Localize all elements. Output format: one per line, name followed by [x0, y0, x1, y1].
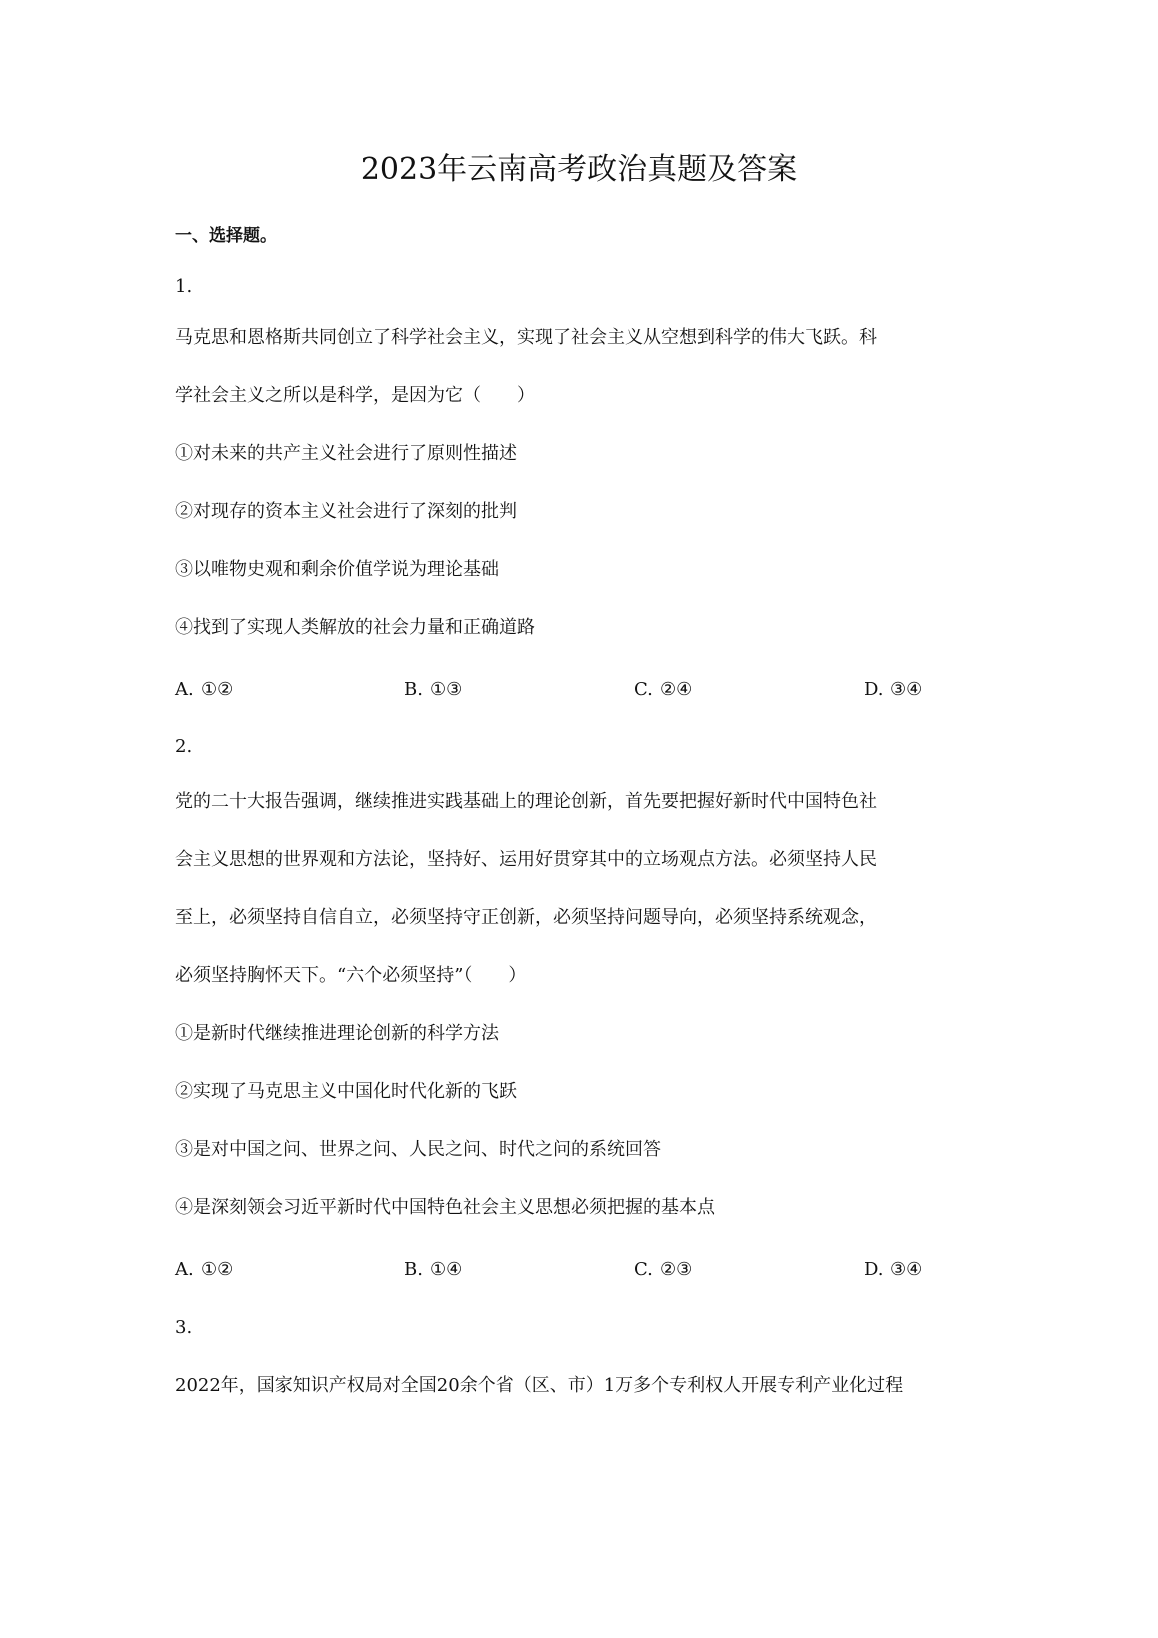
- option-text: ①②: [201, 1259, 234, 1280]
- option-letter: D.: [864, 1259, 884, 1280]
- option-letter: A.: [175, 1259, 194, 1280]
- question-2-statement-3: ③是对中国之问、世界之问、人民之问、时代之问的系统回答: [175, 1139, 661, 1160]
- question-1-option-c: [634, 676, 692, 704]
- option-text: ①②: [201, 679, 234, 700]
- question-2-option-a: [175, 1256, 233, 1284]
- question-2-stem-line-4: 必须坚持胸怀天下。“六个必须坚持”（ ）: [175, 965, 527, 986]
- option-text: ②③: [660, 1259, 693, 1280]
- option-text: ①④: [430, 1259, 463, 1280]
- option-text: ①③: [430, 679, 463, 700]
- option-text: ②④: [660, 679, 693, 700]
- option-letter: B.: [404, 679, 423, 700]
- question-1-option-b: [404, 676, 462, 704]
- question-1-option-d: [864, 676, 922, 704]
- page-title: 2023年云南高考政治真题及答案: [360, 152, 798, 187]
- option-letter: C.: [634, 679, 653, 700]
- option-letter: D.: [864, 679, 884, 700]
- question-2-statement-4: ④是深刻领会习近平新时代中国特色社会主义思想必须把握的基本点: [175, 1197, 715, 1218]
- option-letter: B.: [404, 1259, 423, 1280]
- option-letter: A.: [175, 679, 194, 700]
- question-1-number: 1.: [175, 276, 193, 297]
- question-3-number: 3.: [175, 1317, 193, 1338]
- question-1-statement-4: ④找到了实现人类解放的社会力量和正确道路: [175, 617, 535, 638]
- question-2-stem-line-1: 党的二十大报告强调，继续推进实践基础上的理论创新，首先要把握好新时代中国特色社: [175, 791, 877, 812]
- question-2-stem-line-3: 至上，必须坚持自信自立，必须坚持守正创新，必须坚持问题导向，必须坚持系统观念，: [175, 907, 877, 928]
- section-heading: 一、选择题。: [175, 226, 277, 246]
- option-text: ③④: [890, 679, 923, 700]
- option-letter: C.: [634, 1259, 653, 1280]
- question-2-statement-1: ①是新时代继续推进理论创新的科学方法: [175, 1023, 499, 1044]
- question-1-stem-line-1: 马克思和恩格斯共同创立了科学社会主义，实现了社会主义从空想到科学的伟大飞跃。科: [175, 327, 877, 348]
- question-2-option-d: [864, 1256, 922, 1284]
- question-2-stem-line-2: 会主义思想的世界观和方法论，坚持好、运用好贯穿其中的立场观点方法。必须坚持人民: [175, 849, 877, 870]
- question-2-option-b: [404, 1256, 462, 1284]
- question-1-option-a: [175, 676, 233, 704]
- question-2-number: 2.: [175, 736, 193, 757]
- question-3-stem-line-1: 2022年，国家知识产权局对全国20余个省（区、市）1万多个专利权人开展专利产业化过程: [175, 1375, 904, 1396]
- question-2-option-c: [634, 1256, 692, 1284]
- question-2-statement-2: ②实现了马克思主义中国化时代化新的飞跃: [175, 1081, 517, 1102]
- question-1-stem-line-2: 学社会主义之所以是科学，是因为它（ ）: [175, 385, 535, 406]
- question-1-statement-3: ③以唯物史观和剩余价值学说为理论基础: [175, 559, 499, 580]
- question-1-statement-2: ②对现存的资本主义社会进行了深刻的批判: [175, 501, 517, 522]
- question-1-statement-1: ①对未来的共产主义社会进行了原则性描述: [175, 443, 517, 464]
- option-text: ③④: [890, 1259, 923, 1280]
